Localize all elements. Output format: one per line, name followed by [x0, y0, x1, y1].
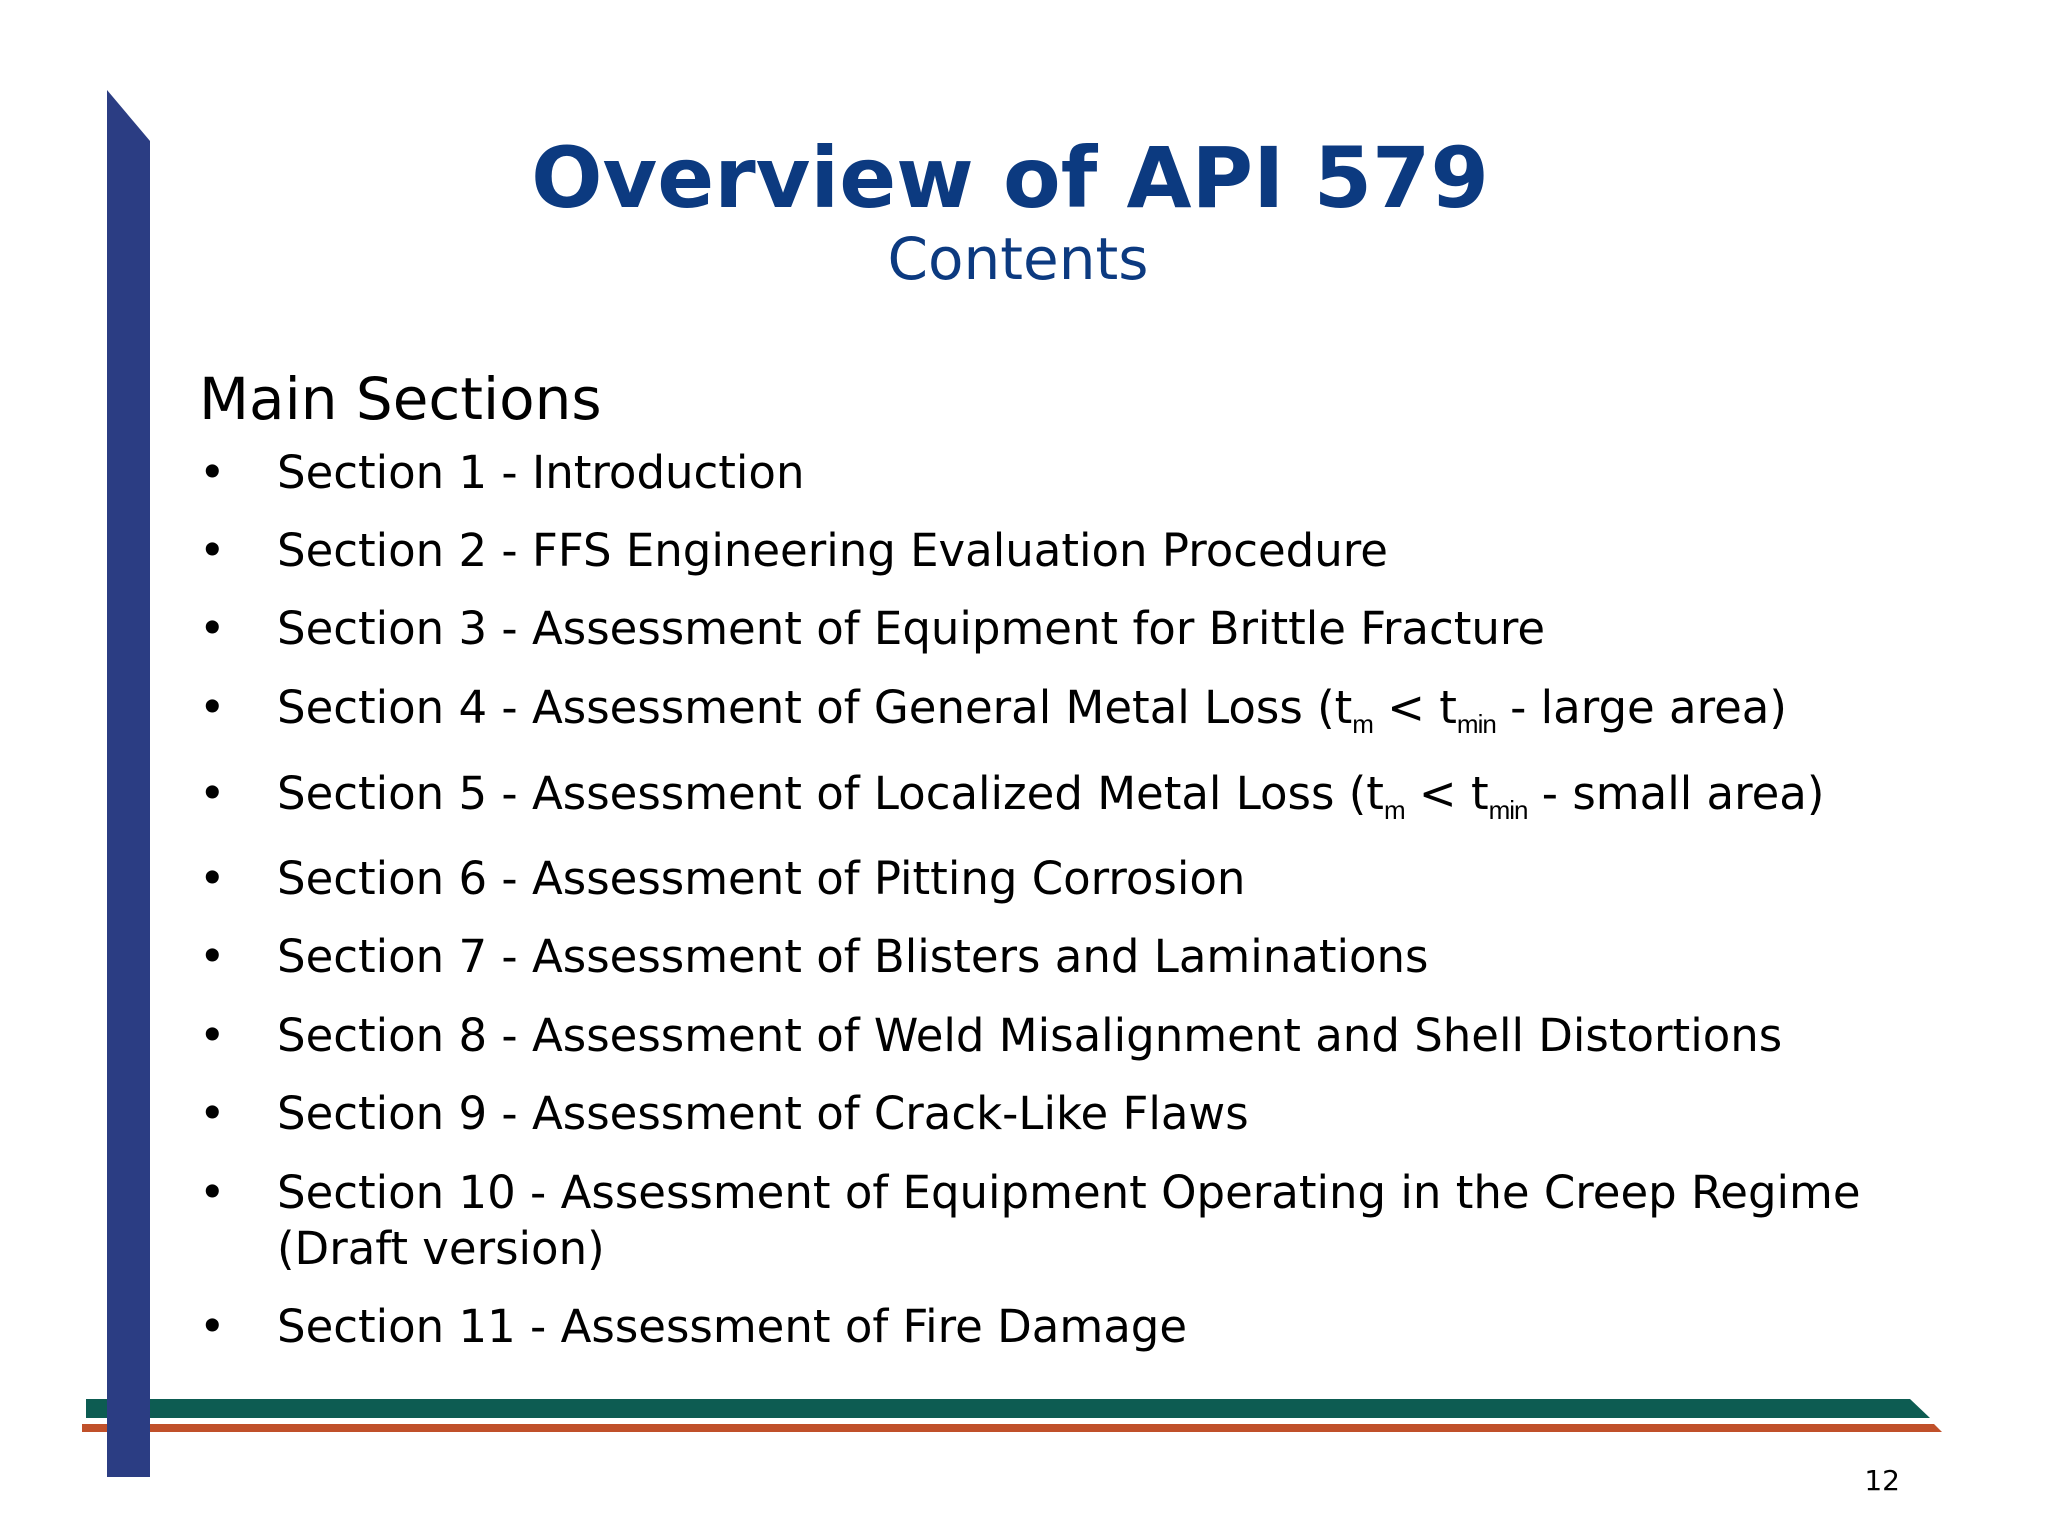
text-part: Section 4 - Assessment of General Metal Loss (t: [277, 681, 1353, 734]
slide-title: Overview of API 579: [531, 129, 1489, 227]
slide-subtitle: Contents: [887, 225, 1149, 293]
bottom-green-rule: [86, 1399, 1930, 1418]
text-part: Section 5 - Assessment of Localized Metal Loss (t: [277, 767, 1384, 820]
list-item-text: Section 11 - Assessment of Fire Damage: [277, 1300, 1188, 1353]
bullet: •: [199, 1166, 226, 1219]
list-item-text: Section 9 - Assessment of Crack-Like Flaws: [277, 1087, 1249, 1140]
bullet: •: [199, 1087, 226, 1140]
bullet: •: [199, 852, 226, 905]
bullet: •: [199, 681, 226, 734]
main-sections-heading: Main Sections: [199, 365, 602, 433]
bottom-orange-rule: [82, 1424, 1942, 1432]
text-part: - large area): [1495, 681, 1787, 734]
text-line: (Draft version): [277, 1222, 605, 1275]
subscript: m: [1383, 795, 1405, 825]
list-item-text: Section 1 - Introduction: [277, 446, 805, 499]
list-item-text: Section 6 - Assessment of Pitting Corrosion: [277, 852, 1246, 905]
text-part: - small area): [1527, 767, 1825, 820]
left-vertical-bar: [107, 90, 150, 1477]
bullet: •: [199, 1009, 226, 1062]
bullet: •: [199, 930, 226, 983]
list-item-text: Section 3 - Assessment of Equipment for Brittle Fracture: [277, 602, 1546, 655]
bullet: •: [199, 524, 226, 577]
bullet: •: [199, 602, 226, 655]
list-item-text: [277, 680, 1957, 752]
subscript: min: [1456, 709, 1496, 739]
text-line: Section 10 - Assessment of Equipment Operating in the Creep Regime: [277, 1166, 1861, 1219]
list-item-text: Section 2 - FFS Engineering Evaluation Procedure: [277, 524, 1388, 577]
subscript: m: [1352, 709, 1373, 739]
list-item-text: [277, 766, 1957, 838]
text-part: < t: [1404, 767, 1489, 820]
bullet: •: [199, 1300, 226, 1353]
list-item-text: Section 8 - Assessment of Weld Misalignment and Shell Distortions: [277, 1009, 1783, 1062]
subscript: min: [1488, 795, 1528, 825]
bullet: •: [199, 446, 226, 499]
text-part: < t: [1372, 681, 1457, 734]
list-item-text: [277, 1165, 1957, 1277]
list-item-text: Section 7 - Assessment of Blisters and Laminations: [277, 930, 1429, 983]
bullet: •: [199, 767, 226, 820]
page-number: 12: [1864, 1464, 1900, 1497]
